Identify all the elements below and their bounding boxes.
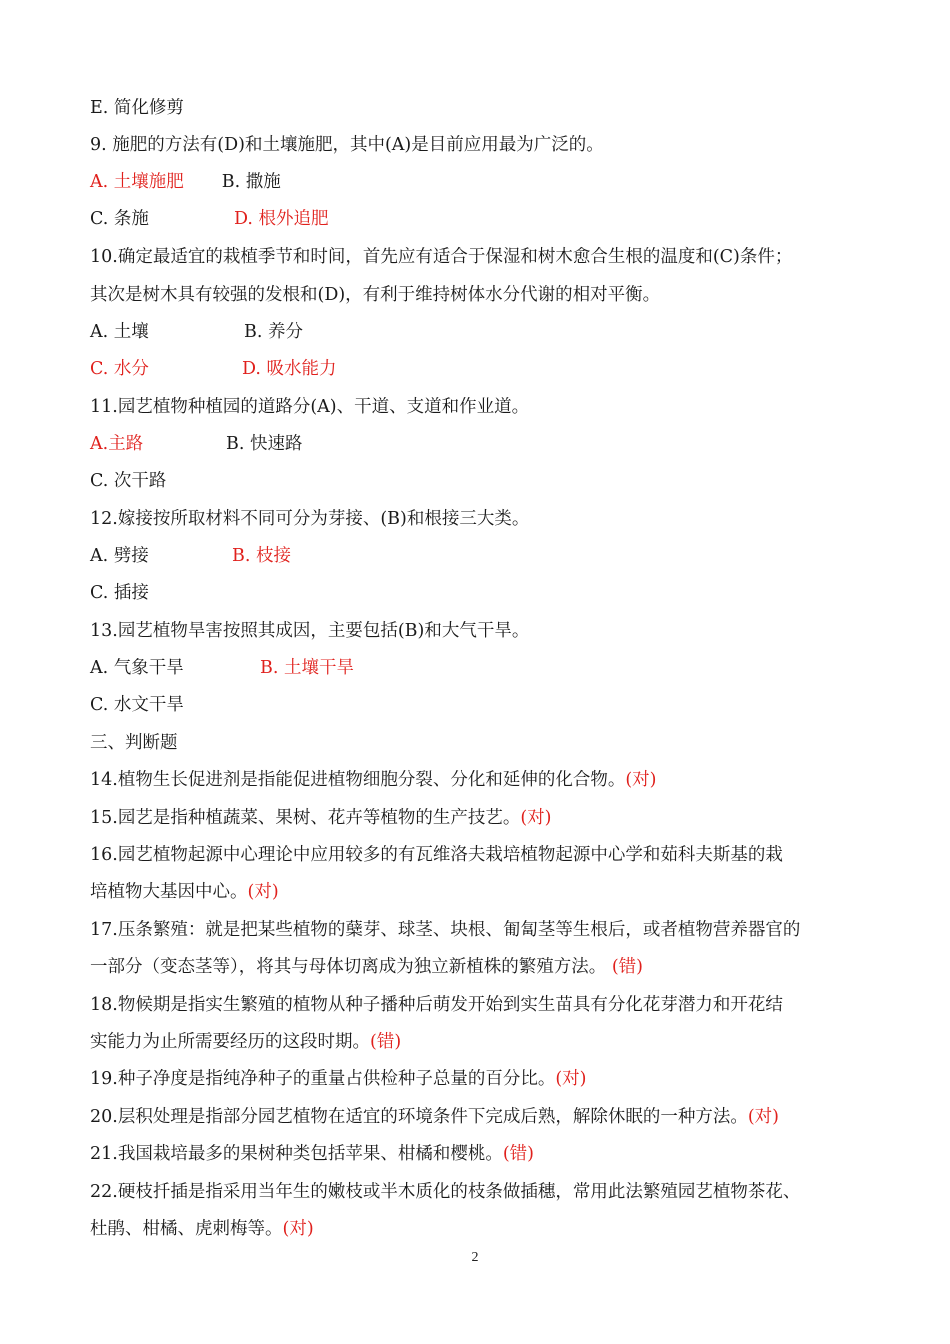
- question-text: 15.园艺是指种植蔬菜、果树、花卉等植物的生产技艺。: [90, 808, 521, 828]
- options-row: [90, 207, 329, 231]
- option-line: E. 简化修剪: [90, 98, 184, 118]
- question-18-cont: [90, 1030, 401, 1054]
- question-16-cont: [90, 880, 279, 904]
- question-text: 21.我国栽培最多的果树种类包括苹果、柑橘和樱桃。: [90, 1144, 503, 1164]
- option: B. 养分: [244, 322, 303, 342]
- page-number: 2: [471, 1250, 479, 1265]
- option-line: C. 插接: [90, 583, 149, 603]
- options-row: [90, 432, 303, 456]
- answer-mark: (对): [555, 1069, 587, 1089]
- answer-mark: (错): [502, 1144, 534, 1164]
- options-row: [90, 656, 354, 680]
- answer-mark: (对): [247, 882, 279, 902]
- option-line: C. 水文干旱: [90, 695, 184, 715]
- question-9: 9. 施肥的方法有(D)和土壤施肥，其中(A)是目前应用最为广泛的。: [90, 135, 604, 155]
- question-19: [90, 1067, 587, 1091]
- question-11: 11.园艺植物种植园的道路分(A)、干道、支道和作业道。: [90, 397, 530, 417]
- question-text: 一部分（变态茎等），将其与母体切离成为独立新植株的繁殖方法。: [90, 957, 607, 977]
- question-17-cont: [90, 955, 643, 979]
- question-21: [90, 1142, 534, 1166]
- options-row: [90, 357, 337, 381]
- section-heading: 三、判断题: [90, 733, 178, 753]
- question-text: 培植物大基因中心。: [90, 882, 248, 902]
- answer-option: B. 枝接: [232, 546, 291, 566]
- question-22-cont: [90, 1217, 314, 1241]
- question-16: 16.园艺植物起源中心理论中应用较多的有瓦维洛夫栽培植物起源中心学和茹科夫斯基的栽: [90, 845, 783, 865]
- answer-option: C. 水分: [90, 359, 149, 379]
- answer-mark: (对): [747, 1107, 779, 1127]
- question-13: 13.园艺植物旱害按照其成因，主要包括(B)和大气干旱。: [90, 621, 530, 641]
- options-row: [90, 170, 281, 194]
- question-text: 杜鹃、柑橘、虎刺梅等。: [90, 1219, 283, 1239]
- option: C. 条施: [90, 209, 149, 229]
- options-row: [90, 320, 303, 344]
- answer-option: D. 吸水能力: [242, 359, 337, 379]
- question-text: 实能力为止所需要经历的这段时期。: [90, 1032, 370, 1052]
- answer-option: A.主路: [90, 434, 144, 454]
- answer-mark: (错): [370, 1032, 402, 1052]
- question-text: 20.层积处理是指部分园艺植物在适宜的环境条件下完成后熟，解除休眠的一种方法。: [90, 1107, 748, 1127]
- options-row: [90, 544, 291, 568]
- option: A. 气象干旱: [90, 658, 184, 678]
- question-10-cont: 其次是树木具有较强的发根和(D)，有利于维持树体水分代谢的相对平衡。: [90, 285, 661, 305]
- question-15: [90, 806, 552, 830]
- answer-option: A. 土壤施肥: [90, 172, 184, 192]
- option: B. 快速路: [226, 434, 303, 454]
- question-14: [90, 768, 657, 792]
- answer-mark: (对): [520, 808, 552, 828]
- question-22: 22.硬枝扦插是指采用当年生的嫩枝或半木质化的枝条做插穗，常用此法繁殖园艺植物茶花、: [90, 1182, 801, 1202]
- option: A. 土壤: [90, 322, 149, 342]
- question-18: 18.物候期是指实生繁殖的植物从种子播种后萌发开始到实生苗具有分化花芽潜力和开花结: [90, 995, 783, 1015]
- answer-option: D. 根外追肥: [234, 209, 329, 229]
- answer-mark: (对): [282, 1219, 314, 1239]
- option: B. 撒施: [221, 172, 281, 192]
- option-line: C. 次干路: [90, 471, 167, 491]
- question-10: 10.确定最适宜的栽植季节和时间，首先应有适合于保湿和树木愈合生根的温度和(C)条件；: [90, 247, 793, 267]
- question-20: [90, 1105, 779, 1129]
- question-text: 19.种子净度是指纯净种子的重量占供检种子总量的百分比。: [90, 1069, 556, 1089]
- answer-option: B. 土壤干旱: [260, 658, 354, 678]
- question-text: 14.植物生长促进剂是指能促进植物细胞分裂、分化和延伸的化合物。: [90, 770, 626, 790]
- question-17: 17.压条繁殖：就是把某些植物的蘖芽、球茎、块根、匍匐茎等生根后，或者植物营养器官的: [90, 920, 801, 940]
- answer-mark: (错): [611, 957, 643, 977]
- option: A. 劈接: [90, 546, 149, 566]
- answer-mark: (对): [625, 770, 657, 790]
- question-12: 12.嫁接按所取材料不同可分为芽接、(B)和根接三大类。: [90, 509, 530, 529]
